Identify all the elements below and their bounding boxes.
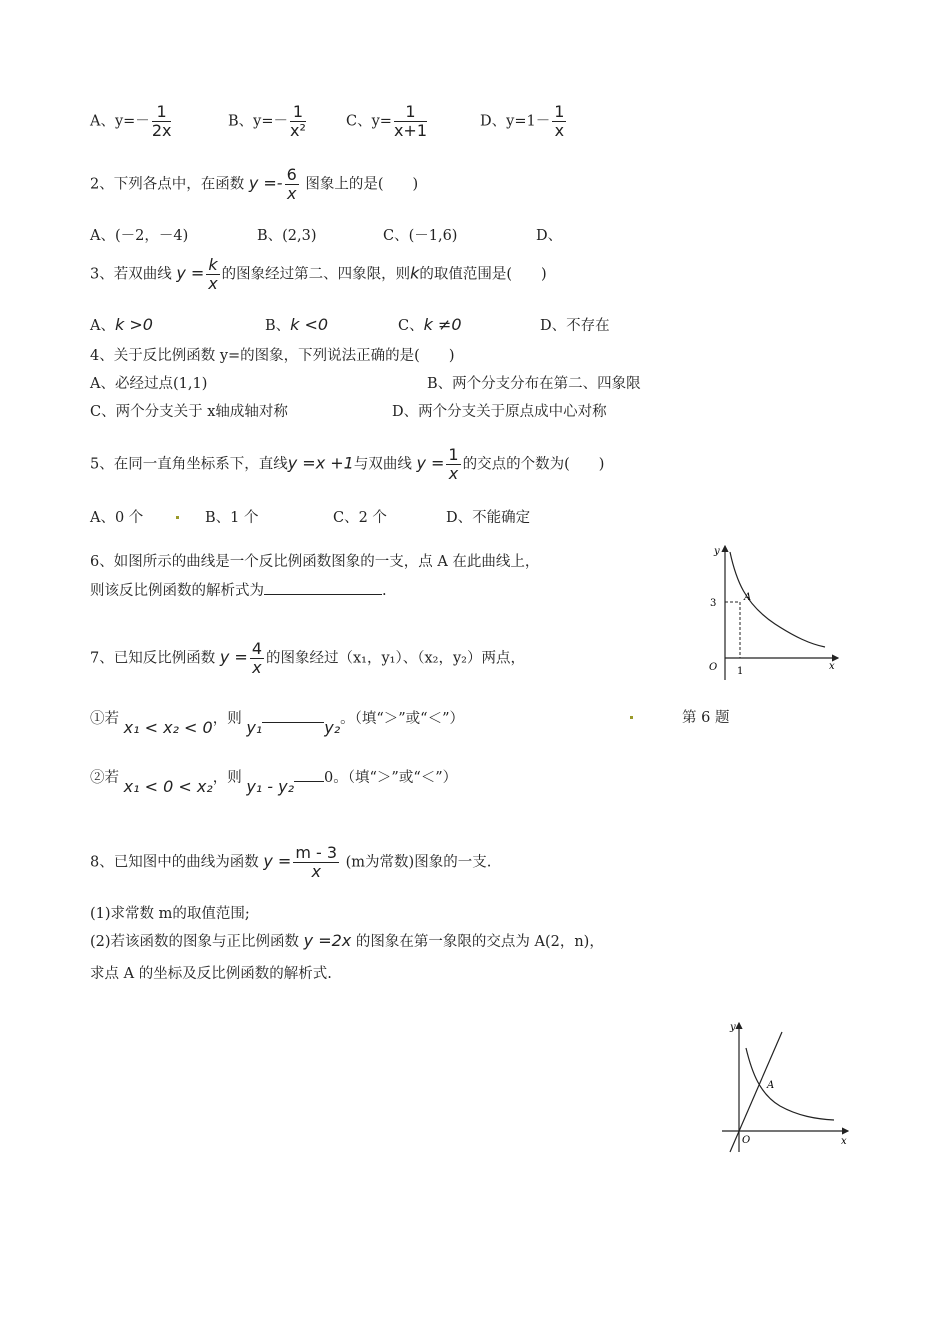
q3-option-a: [90, 314, 153, 335]
q3-fraction: [206, 256, 219, 293]
q5-option-c: C、2 个: [333, 510, 387, 526]
q7-stem-prefix: 7、已知反比例函数: [90, 650, 216, 667]
q2-stem-suffix: 图象上的是( ): [305, 176, 419, 193]
q3-option-c: [398, 314, 462, 335]
q1-c-numerator: 1: [394, 103, 427, 122]
q2-lhs: y =-: [248, 173, 283, 193]
q6-figure-caption: 第 6 题: [682, 710, 730, 726]
q4-option-d: D、两个分支关于原点成中心对称: [392, 404, 607, 420]
q2-numerator: 6: [286, 165, 297, 184]
q2-stem: [90, 166, 418, 203]
q7-sub1-tail: 。（填“＞”或“＜”）: [340, 711, 465, 727]
q5-option-d: D、不能确定: [446, 510, 531, 526]
q8-label-point-a: A: [767, 1080, 775, 1091]
q6-figure: [700, 540, 845, 685]
q8-stem-prefix: 8、已知图中的曲线为函数: [90, 854, 259, 871]
stray-dot: [176, 516, 179, 519]
q1-a-prefix: A、y=－: [90, 113, 150, 130]
q8-figure: [718, 1018, 858, 1158]
q2-stem-prefix: 2、下列各点中，在函数: [90, 176, 245, 193]
stray-dot: [630, 716, 633, 719]
q5-stem-prefix: 5、在同一直角坐标系下，直线: [90, 456, 288, 473]
q1-c-denominator: x+1: [393, 121, 427, 140]
q8-part2-expr: y =2x: [303, 931, 352, 950]
q5-fraction: [446, 446, 460, 483]
q1-b-numerator: 1: [290, 103, 306, 122]
q6-line2-text: 则该反比例函数的解析式为: [90, 583, 264, 599]
q8-label-x: x: [841, 1136, 847, 1147]
q4-stem: 4、关于反比例函数 y=的图象，下列说法正确的是( ): [90, 348, 455, 364]
q1-b-fraction: [290, 103, 306, 140]
q3-c-prefix: C、: [398, 318, 424, 334]
q5-numerator: 1: [448, 445, 459, 464]
q1-d-prefix: D、y=1－: [480, 113, 551, 130]
q7-sub2-condition: x₁ < 0 < x₂: [123, 777, 213, 796]
q2-denominator: x: [286, 184, 297, 203]
q3-numerator: k: [208, 255, 218, 274]
q5-lhs: y =: [416, 453, 445, 473]
q8-stem: [90, 844, 491, 881]
q7-sub2: [90, 766, 458, 796]
q8-part2-suffix: 的图象在第一象限的交点为 A(2，n)，: [355, 934, 604, 950]
q3-stem-prefix: 3、若双曲线: [90, 266, 172, 283]
q7-fraction: [250, 640, 264, 677]
q8-stem-suffix: (m为常数)图象的一支.: [345, 854, 492, 871]
q1-option-b: [228, 103, 308, 140]
q1-a-denominator: 2x: [151, 121, 172, 140]
q1-c-prefix: C、y=: [346, 113, 392, 130]
q8-fraction: [293, 844, 339, 881]
q3-option-d: D、不存在: [540, 318, 610, 334]
q7-stem: [90, 640, 525, 677]
q4-option-c: C、两个分支关于 x轴成轴对称: [90, 404, 288, 420]
q7-sub2-mark: ②若: [90, 770, 119, 786]
q8-denominator: x: [311, 862, 321, 881]
q3-a-expr: k >0: [114, 315, 153, 334]
q7-sub1-answer-blank: [262, 710, 324, 723]
q1-option-a: [90, 103, 173, 140]
q7-sub1-y2: y₂: [324, 718, 341, 737]
q7-sub2-answer-blank: [294, 769, 324, 782]
q6-label-x: x: [829, 661, 835, 672]
q6-label-origin: O: [709, 662, 718, 673]
q1-c-fraction: [394, 103, 427, 140]
q6-line1: 6、如图所示的曲线是一个反比例函数图象的一支，点 A 在此曲线上，: [90, 554, 540, 570]
q8-part1: (1)求常数 m的取值范围;: [90, 906, 250, 922]
q7-sub1: [90, 707, 465, 737]
q3-a-prefix: A、: [90, 318, 115, 334]
q7-denominator: x: [252, 658, 262, 677]
q8-numerator: m - 3: [295, 843, 338, 862]
q6-line2: [90, 579, 387, 600]
q7-sub2-then: ，则: [212, 770, 242, 786]
q4-option-a: A、必经过点(1,1): [90, 376, 208, 392]
q3-stem-suffix: 的取值范围是( ): [419, 266, 547, 283]
q2-option-c: C、(－1,6): [383, 228, 458, 244]
q5-option-a: A、0 个: [90, 510, 144, 526]
q3-lhs: y =: [176, 263, 205, 283]
q3-stem-middle: 的图象经过第二、四象限，则: [221, 266, 411, 283]
q7-numerator: 4: [251, 639, 262, 658]
q1-d-numerator: 1: [554, 102, 565, 121]
q1-a-numerator: 1: [152, 103, 172, 122]
q8-part2-prefix: (2)若该函数的图象与正比例函数: [90, 934, 300, 950]
q1-option-c: [346, 103, 429, 140]
q2-option-b: B、(2,3): [257, 228, 317, 244]
q7-lhs: y =: [219, 647, 248, 667]
q3-k-symbol: k: [410, 263, 420, 283]
q6-line2-end: .: [382, 583, 387, 599]
q1-option-d: [480, 103, 568, 140]
q2-option-d: D、: [536, 228, 563, 244]
q7-stem-suffix: 的图象经过（x₁，y₁）、（x₂，y₂）两点，: [266, 650, 525, 667]
q5-stem: [90, 446, 604, 483]
q7-sub2-expr: y₁ - y₂: [246, 777, 295, 796]
q3-denominator: x: [208, 274, 218, 293]
q3-b-expr: k <0: [290, 315, 329, 334]
q1-d-denominator: x: [554, 121, 565, 140]
q8-part2: [90, 930, 604, 951]
q5-stem-suffix: 的交点的个数为( ): [462, 456, 605, 473]
q6-answer-blank: [264, 582, 382, 595]
q5-option-b: B、1 个: [205, 510, 259, 526]
q7-sub2-tail: 0。（填“＞”或“＜”）: [324, 770, 458, 786]
q3-b-prefix: B、: [265, 318, 291, 334]
q1-b-prefix: B、y=－: [228, 113, 288, 130]
q3-stem: [90, 256, 547, 293]
q5-line-expr: y =x +1: [287, 453, 354, 473]
q8-label-origin: O: [742, 1135, 751, 1146]
q6-label-point-a: A: [744, 592, 752, 603]
q7-sub1-then: ，则: [212, 711, 242, 727]
q3-option-b: [265, 314, 328, 335]
q7-sub1-mark: ①若: [90, 711, 119, 727]
q2-option-a: A、(－2，－4): [90, 228, 189, 244]
q1-a-fraction: [152, 103, 172, 140]
q5-denominator: x: [448, 464, 459, 483]
q5-stem-middle: 与双曲线: [353, 456, 412, 473]
q7-sub1-y1: y₁: [246, 718, 263, 737]
q8-lhs: y =: [263, 851, 292, 871]
q4-option-b: B、两个分支分布在第二、四象限: [427, 376, 641, 392]
q8-proportional-line: [730, 1032, 782, 1152]
q7-sub1-condition: x₁ < x₂ < 0: [123, 718, 213, 737]
q8-label-y: y: [730, 1022, 736, 1033]
q1-d-fraction: [552, 103, 566, 140]
q3-c-expr: k ≠0: [423, 315, 462, 334]
q6-label-one: 1: [737, 666, 744, 677]
q1-b-denominator: x²: [290, 121, 306, 140]
q6-label-three: 3: [710, 598, 717, 609]
q6-label-y: y: [714, 546, 720, 557]
q2-fraction: [285, 166, 299, 203]
q8-part3: 求点 A 的坐标及反比例函数的解析式.: [90, 966, 332, 982]
